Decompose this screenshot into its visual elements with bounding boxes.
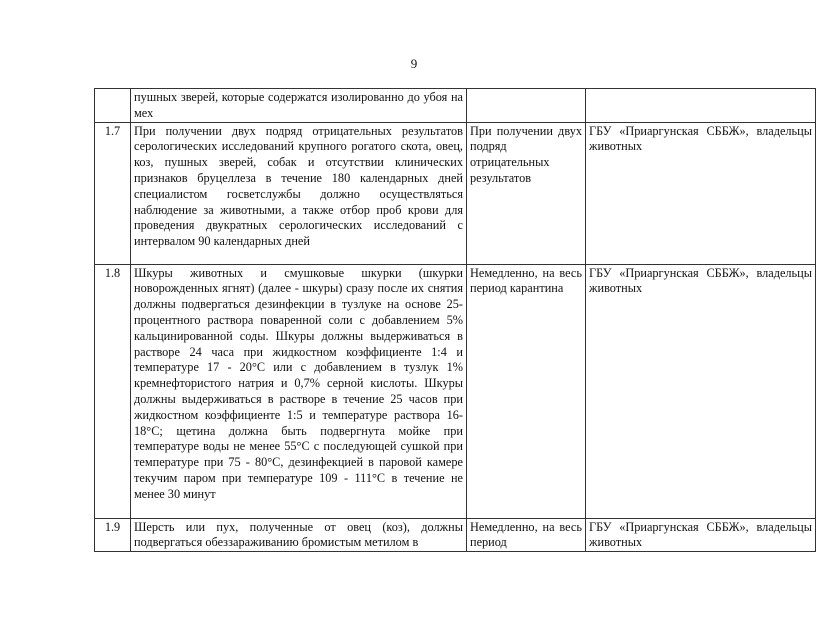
- table-row: [95, 89, 816, 123]
- term-text: [467, 89, 586, 123]
- responsible-text: ГБУ «Приаргунская СББЖ», владельцы животных: [586, 122, 816, 264]
- term-text: Немедленно, на весь период: [467, 518, 586, 552]
- responsible-text: [586, 89, 816, 123]
- term-text: При получении двух подряд отрицательных результатов: [467, 122, 586, 264]
- responsible-text: ГБУ «Приаргунская СББЖ», владельцы животных: [586, 264, 816, 518]
- measure-text: пушных зверей, которые содержатся изолированно до убоя на мех: [131, 89, 467, 123]
- measures-table: [94, 88, 816, 552]
- measure-text: Шкуры животных и смушковые шкурки (шкурки новорожденных ягнят) (далее - шкуры) сразу после их снятия должны подвергаться дезинфекции в тузлуке на основе 25-процентного раствора поваренной соли с добавлением 5% кальцинированной соды. Шкуры должны выдерживаться в растворе 24 часа при жидкостном коэффициенте 1:4 и температуре 17 - 20°С или с добавлением в тузлук 1% кремнефтористого натрия и 0,7% серной кислоты. Шкуры должны выдерживаться в растворе в течение 25 часов при жидкостном коэффициенте 1:5 и температуре раствора 16-18°С; щетина должна быть подвергнута мойке при температуре воды не менее 55°С с последующей сушкой при температуре при 75 - 80°С, дезинфекцией в паровой камере текучим паром при температуре 109 - 111°С в течение не менее 30 минут: [131, 264, 467, 518]
- page-number: 9: [410, 56, 418, 71]
- table-row: [95, 264, 816, 518]
- table-row: [95, 518, 816, 552]
- row-number: 1.7: [95, 122, 131, 264]
- term-text: Немедленно, на весь период карантина: [467, 264, 586, 518]
- row-number: 1.8: [95, 264, 131, 518]
- table-row: [95, 122, 816, 264]
- responsible-text: ГБУ «Приаргунская СББЖ», владельцы животных: [586, 518, 816, 552]
- row-number: [95, 89, 131, 123]
- measure-text: Шерсть или пух, полученные от овец (коз), должны подвергаться обеззараживанию бромистым метилом в: [131, 518, 467, 552]
- measure-text: При получении двух подряд отрицательных результатов серологических исследований крупного рогатого скота, овец, коз, пушных зверей, собак и отсутствии клинических признаков бруцеллеза в течение 180 календарных дней специалистом госветслужбы должно осуществляться наблюдение за животными, а также отбор проб крови для проведения двукратных серологических исследований с интервалом 90 календарных дней: [131, 122, 467, 264]
- row-number: 1.9: [95, 518, 131, 552]
